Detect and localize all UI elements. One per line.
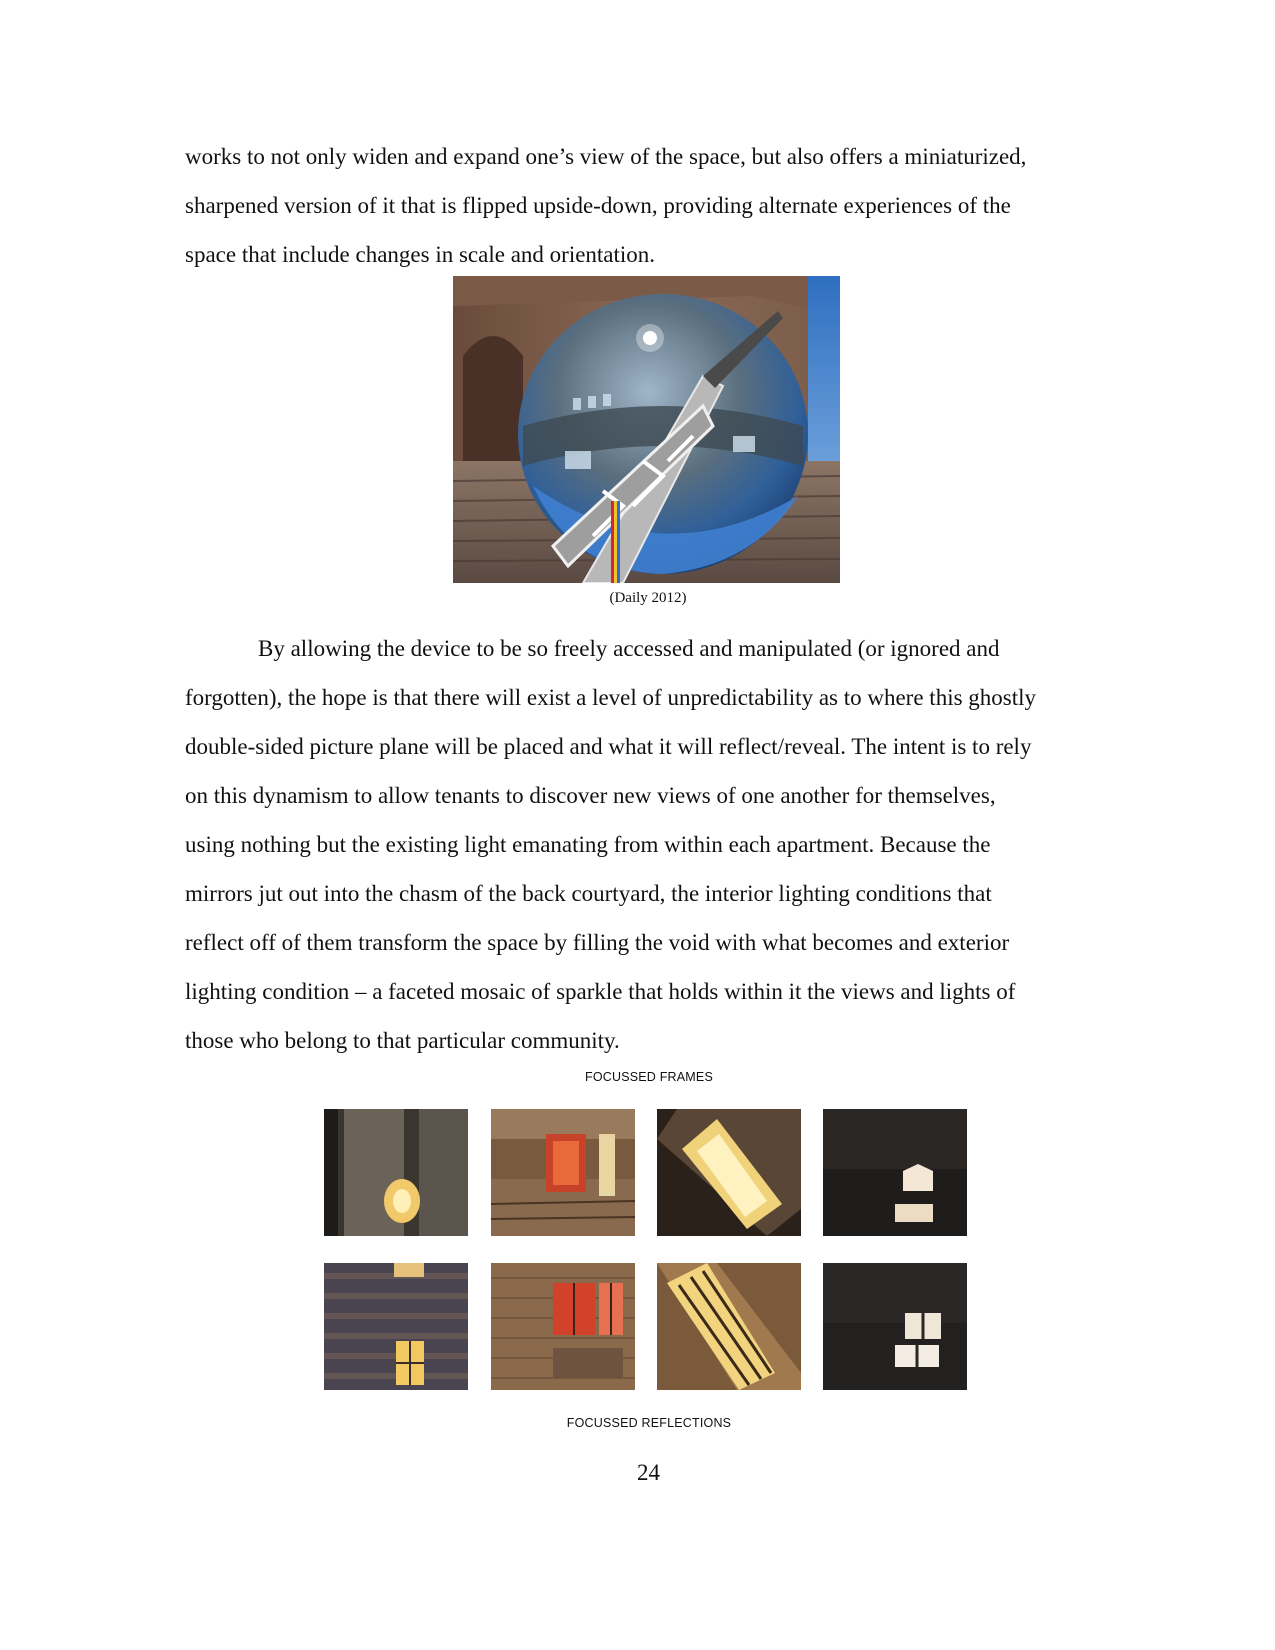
text-line: works to not only widen and expand one’s view of the space, but also offers a miniaturized, bbox=[185, 144, 1027, 169]
frame-thumbnail bbox=[491, 1109, 635, 1236]
frame-thumbnail bbox=[657, 1109, 801, 1236]
text-line: forgotten), the hope is that there will exist a level of unpredictability as to where this ghostly bbox=[185, 685, 1037, 710]
text-line: reflect off of them transform the space by filling the void with what becomes and exterior bbox=[185, 930, 1010, 955]
text-line: mirrors jut out into the chasm of the back courtyard, the interior lighting conditions that bbox=[185, 881, 992, 906]
text-line: double-sided picture plane will be placed and what it will reflect/reveal. The intent is to rely bbox=[185, 734, 1032, 759]
text-line: using nothing but the existing light emanating from within each apartment. Because the bbox=[185, 832, 991, 857]
text-line: sharpened version of it that is flipped upside-down, providing alternate experiences of the bbox=[185, 193, 1011, 218]
frame-thumbnail bbox=[823, 1109, 967, 1236]
text-line: space that include changes in scale and orientation. bbox=[185, 242, 656, 267]
page-number: 24 bbox=[637, 1460, 660, 1485]
crystal-ball-photo bbox=[453, 276, 840, 583]
reflection-thumbnail bbox=[823, 1263, 967, 1390]
text-line: lighting condition – a faceted mosaic of sparkle that holds within it the views and lights of bbox=[185, 979, 1016, 1004]
reflection-thumbnail bbox=[324, 1263, 468, 1390]
text-line: on this dynamism to allow tenants to discover new views of one another for themselves, bbox=[185, 783, 996, 808]
reflection-thumbnail bbox=[657, 1263, 801, 1390]
focussed-frames-label: FOCUSSED FRAMES bbox=[584, 1070, 713, 1084]
text-line: those who belong to that particular community. bbox=[185, 1028, 620, 1053]
reflection-thumbnail bbox=[491, 1263, 635, 1390]
figure-caption: (Daily 2012) bbox=[609, 590, 687, 606]
frame-thumbnail bbox=[324, 1109, 468, 1236]
focussed-reflections-label: FOCUSSED REFLECTIONS bbox=[566, 1416, 732, 1430]
text-line: By allowing the device to be so freely accessed and manipulated (or ignored and bbox=[258, 636, 1000, 661]
